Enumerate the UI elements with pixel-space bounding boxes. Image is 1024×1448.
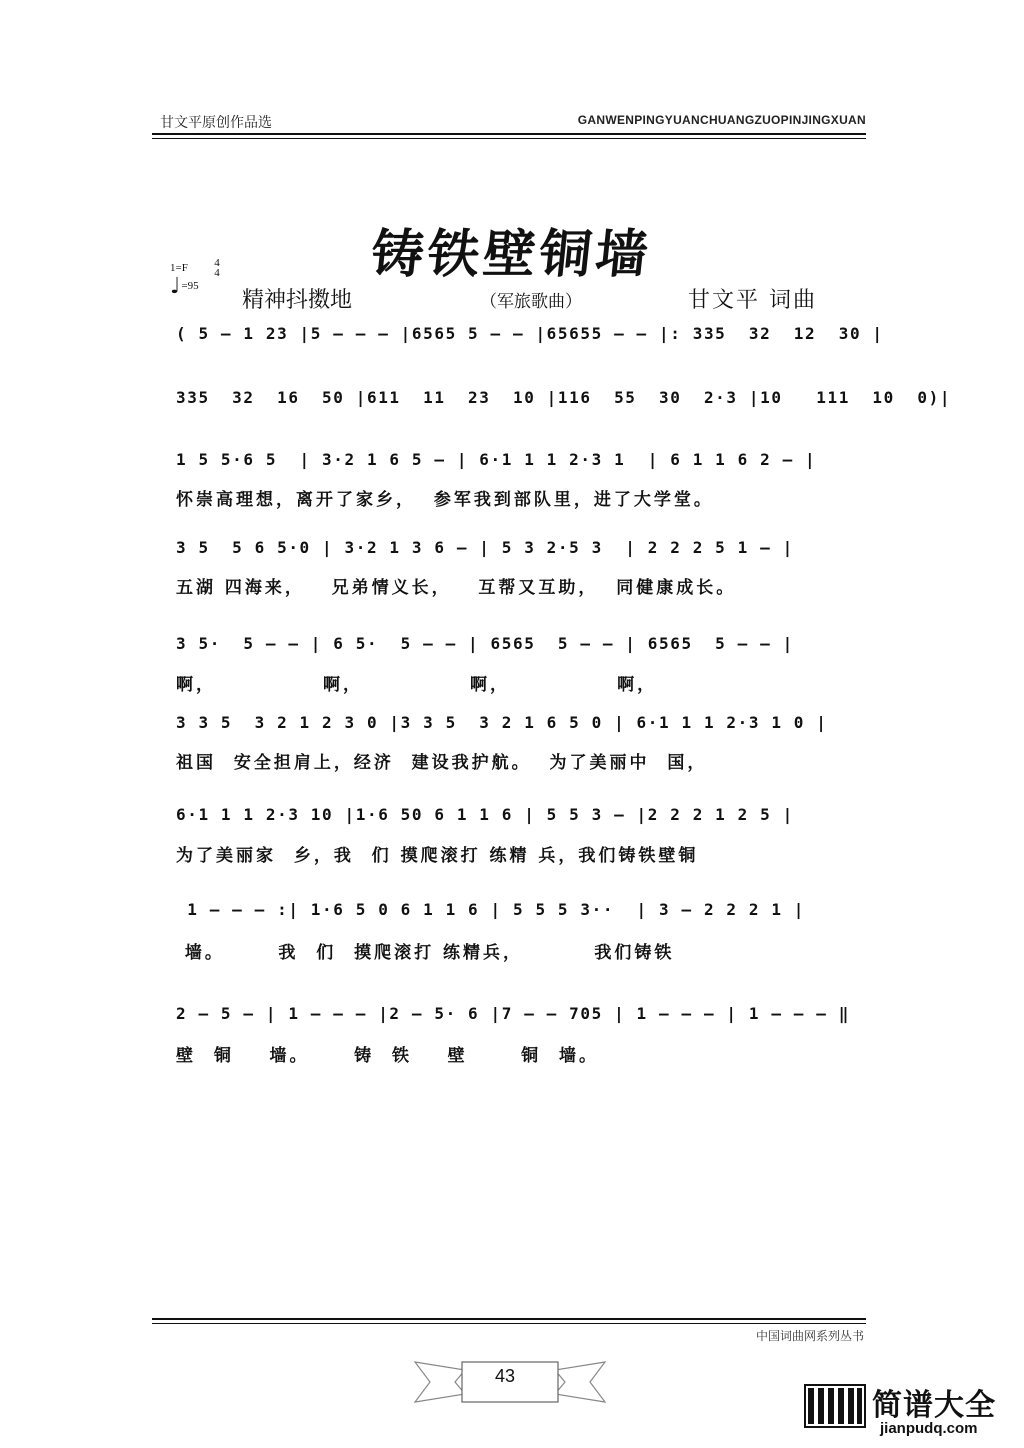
score-line-3-lyric: 怀崇高理想，离开了家乡， 参军我到部队里，进了大学堂。 <box>176 490 714 510</box>
score-line-7-lyric: 为了美丽家 乡，我 们 摸爬滚打 练精 兵，我们铸铁壁铜 <box>176 846 699 866</box>
score-line-4-notes: 3 5 5 6 5·0 | 3·2 1 3 6 – | 5 3 2·5 3 | 2 2 2 5 1 – | <box>176 538 794 557</box>
song-meta <box>170 257 220 299</box>
tempo-marking <box>170 274 199 299</box>
score-line-3-notes: 1 5 5·6 5 | 3·2 1 6 5 – | 6·1 1 1 2·3 1 | 6 1 1 6 2 – | <box>176 450 817 469</box>
series-label: 中国词曲网系列丛书 <box>755 1329 864 1343</box>
score-line-9-notes: 2 – 5 – | 1 – – – |2 – 5· 6 |7 – – 705 | 1 – – – | 1 – – – ‖ <box>176 1004 850 1023</box>
site-url: jianpudq.com <box>880 1420 978 1437</box>
key-signature: 1=F <box>170 262 188 274</box>
score-line-6-notes: 3 3 5 3 2 1 2 3 0 |3 3 5 3 2 1 6 5 0 | 6·1 1 1 2·3 1 0 | <box>176 713 828 732</box>
score-line-5-notes: 3 5· 5 – – | 6 5· 5 – – | 6565 5 – – | 6565 5 – – | <box>176 634 794 653</box>
header-right-text: GANWENPINGYUANCHUANGZUOPINJINGXUAN <box>577 113 866 127</box>
footer-rule <box>152 1318 866 1320</box>
score-line-8-notes: 1 – – – :| 1·6 5 0 6 1 1 6 | 5 5 5 3·· | 3 – 2 2 2 1 | <box>176 900 806 919</box>
header-rule <box>152 133 866 135</box>
score-line-4-lyric: 五湖 四海来， 兄弟情义长， 互帮又互助， 同健康成长。 <box>176 578 737 598</box>
score-line-1-notes: ( 5 – 1 23 |5 – – – |6565 5 – – |65655 – – |: 335 32 12 30 | <box>176 324 884 343</box>
header-left-text: 甘文平原创作品选 <box>160 115 272 131</box>
song-title: 铸铁壁铜墙 <box>368 224 655 285</box>
quarter-note-icon: ♩ <box>170 274 181 299</box>
time-signature-bottom: 4 <box>214 267 220 279</box>
site-name: 简谱大全 <box>872 1388 996 1423</box>
site-logo <box>800 1376 1020 1436</box>
tempo-value: =95 <box>181 280 199 292</box>
score-line-2-notes: 335 32 16 50 |611 11 23 10 |116 55 30 2·3 |10 111 10 0)| <box>176 388 952 407</box>
piano-icon <box>804 1384 866 1428</box>
score-line-8-lyric: 墙。 我 们 摸爬滚打 练精兵， 我们铸铁 <box>176 943 675 963</box>
page-number: 43 <box>494 1366 516 1386</box>
score-line-7-notes: 6·1 1 1 2·3 10 |1·6 50 6 1 1 6 | 5 5 3 – |2 2 2 1 2 5 | <box>176 805 794 824</box>
score-line-5-lyric: 啊， 啊， 啊， 啊， <box>176 675 658 695</box>
mood-marking: 精神抖擞地 <box>242 288 353 313</box>
score-line-9-lyric: 壁 铜 墙。 铸 铁 壁 铜 墙。 <box>176 1046 599 1066</box>
time-signature <box>210 258 224 278</box>
credit-label: 甘文平 词曲 <box>688 288 817 313</box>
footer-rule-thin <box>152 1323 866 1324</box>
genre-label: （军旅歌曲） <box>480 292 582 312</box>
header-rule-thin <box>152 138 866 139</box>
time-signature-top: 4 <box>214 257 220 269</box>
score-line-6-lyric: 祖国 安全担肩上，经济 建设我护航。 为了美丽中 国， <box>176 753 708 773</box>
